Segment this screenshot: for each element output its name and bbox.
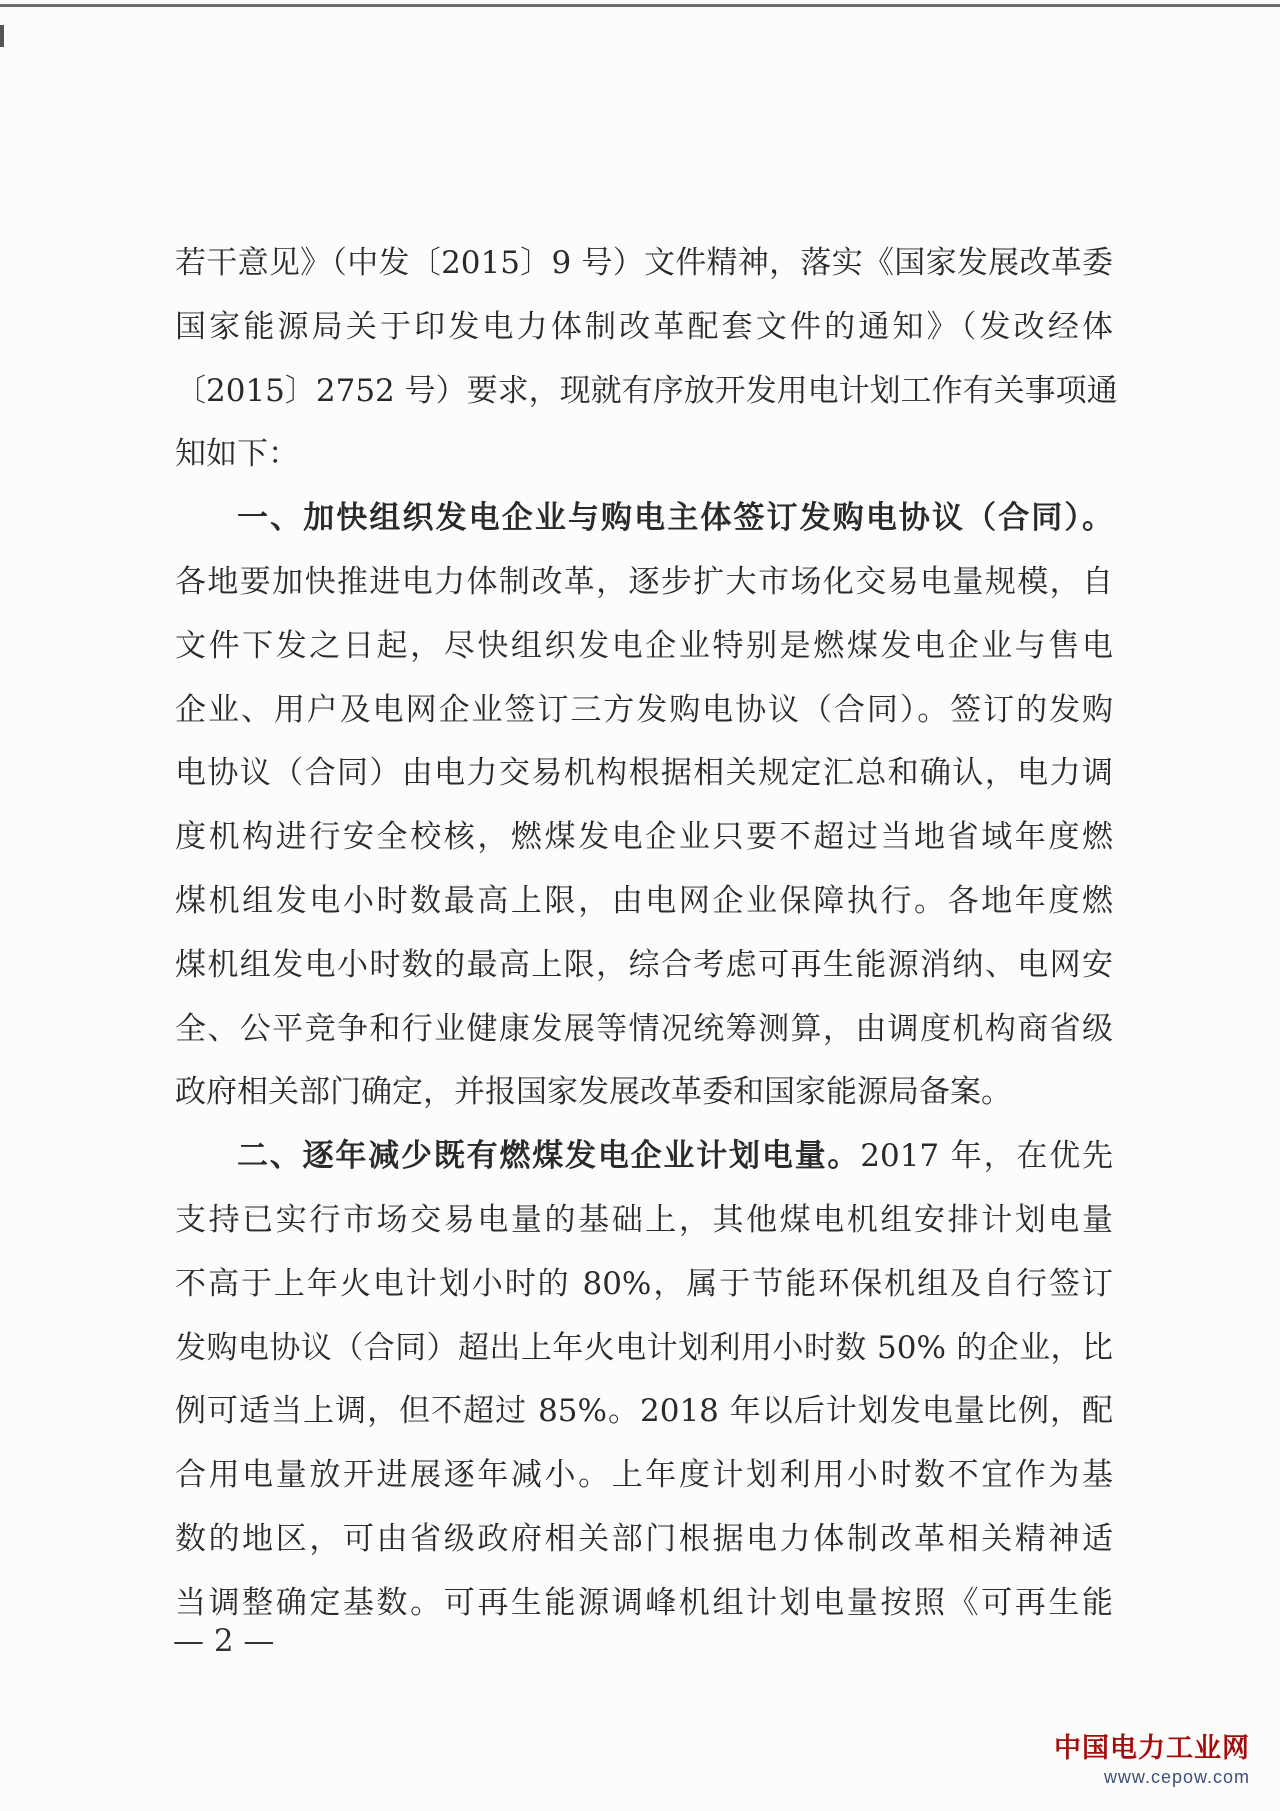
- body-line: 知如下：: [175, 436, 299, 473]
- body-line: 支持已实行市场交易电量的基础上，其他煤电机组安排计划电量: [175, 1201, 1113, 1238]
- watermark-site-name: 中国电力工业网: [1054, 1733, 1250, 1764]
- body-line: 发购电协议（合同）超出上年火电计划利用小时数 50% 的企业，比: [175, 1329, 1113, 1366]
- body-line: 文件下发之日起，尽快组织发电企业特别是燃煤发电企业与售电: [175, 627, 1113, 664]
- section-2-first-line: [175, 1125, 1113, 1189]
- body-line: 数的地区，可由省级政府相关部门根据电力体制改革相关精神适: [175, 1520, 1113, 1557]
- body-line: 当调整确定基数。可再生能源调峰机组计划电量按照《可再生能: [175, 1584, 1113, 1621]
- body-line: 全、公平竞争和行业健康发展等情况统筹测算，由调度机构商省级: [175, 1010, 1113, 1047]
- section-2-first-line-text: 2017 年，在优先: [860, 1138, 1114, 1175]
- section-1-heading: 一、加快组织发电企业与购电主体签订发购电协议（合同）。: [237, 500, 1113, 537]
- body-line: 不高于上年火电计划小时的 80%，属于节能环保机组及自行签订: [175, 1265, 1113, 1302]
- body-line: 煤机组发电小时数的最高上限，综合考虑可再生能源消纳、电网安: [175, 946, 1113, 983]
- body-line: 〔2015〕2752 号）要求，现就有序放开发用电计划工作有关事项通: [175, 372, 1118, 409]
- body-line: 国家能源局关于印发电力体制改革配套文件的通知》（发改经体: [175, 308, 1113, 345]
- page-number: — 2 —: [173, 1623, 275, 1659]
- body-line: 政府相关部门确定，并报国家发展改革委和国家能源局备案。: [175, 1074, 1012, 1111]
- body-line: 各地要加快推进电力体制改革，逐步扩大市场化交易电量规模，自: [175, 563, 1113, 600]
- body-line: 合用电量放开进展逐年减小。上年度计划利用小时数不宜作为基: [175, 1457, 1113, 1494]
- body-line: 电协议（合同）由电力交易机构根据相关规定汇总和确认，电力调: [175, 755, 1113, 792]
- body-line: 煤机组发电小时数最高上限，由电网企业保障执行。各地年度燃: [175, 882, 1113, 919]
- left-edge-mark: [0, 25, 4, 47]
- body-line: 若干意见》（中发〔2015〕9 号）文件精神，落实《国家发展改革委: [175, 245, 1113, 281]
- top-edge-rule: [0, 4, 1280, 7]
- body-line: 度机构进行安全校核，燃煤发电企业只要不超过当地省域年度燃: [175, 819, 1113, 856]
- body-line: 例可适当上调，但不超过 85%。2018 年以后计划发电量比例，配: [175, 1393, 1113, 1430]
- section-2-heading: 二、逐年减少既有燃煤发电企业计划电量。: [237, 1138, 861, 1175]
- body-line: 企业、用户及电网企业签订三方发购电协议（合同）。签订的发购: [175, 691, 1113, 728]
- watermark-url: www.cepow.com: [1103, 1767, 1250, 1787]
- document-body: [175, 232, 1118, 1636]
- site-watermark: [1020, 1733, 1250, 1789]
